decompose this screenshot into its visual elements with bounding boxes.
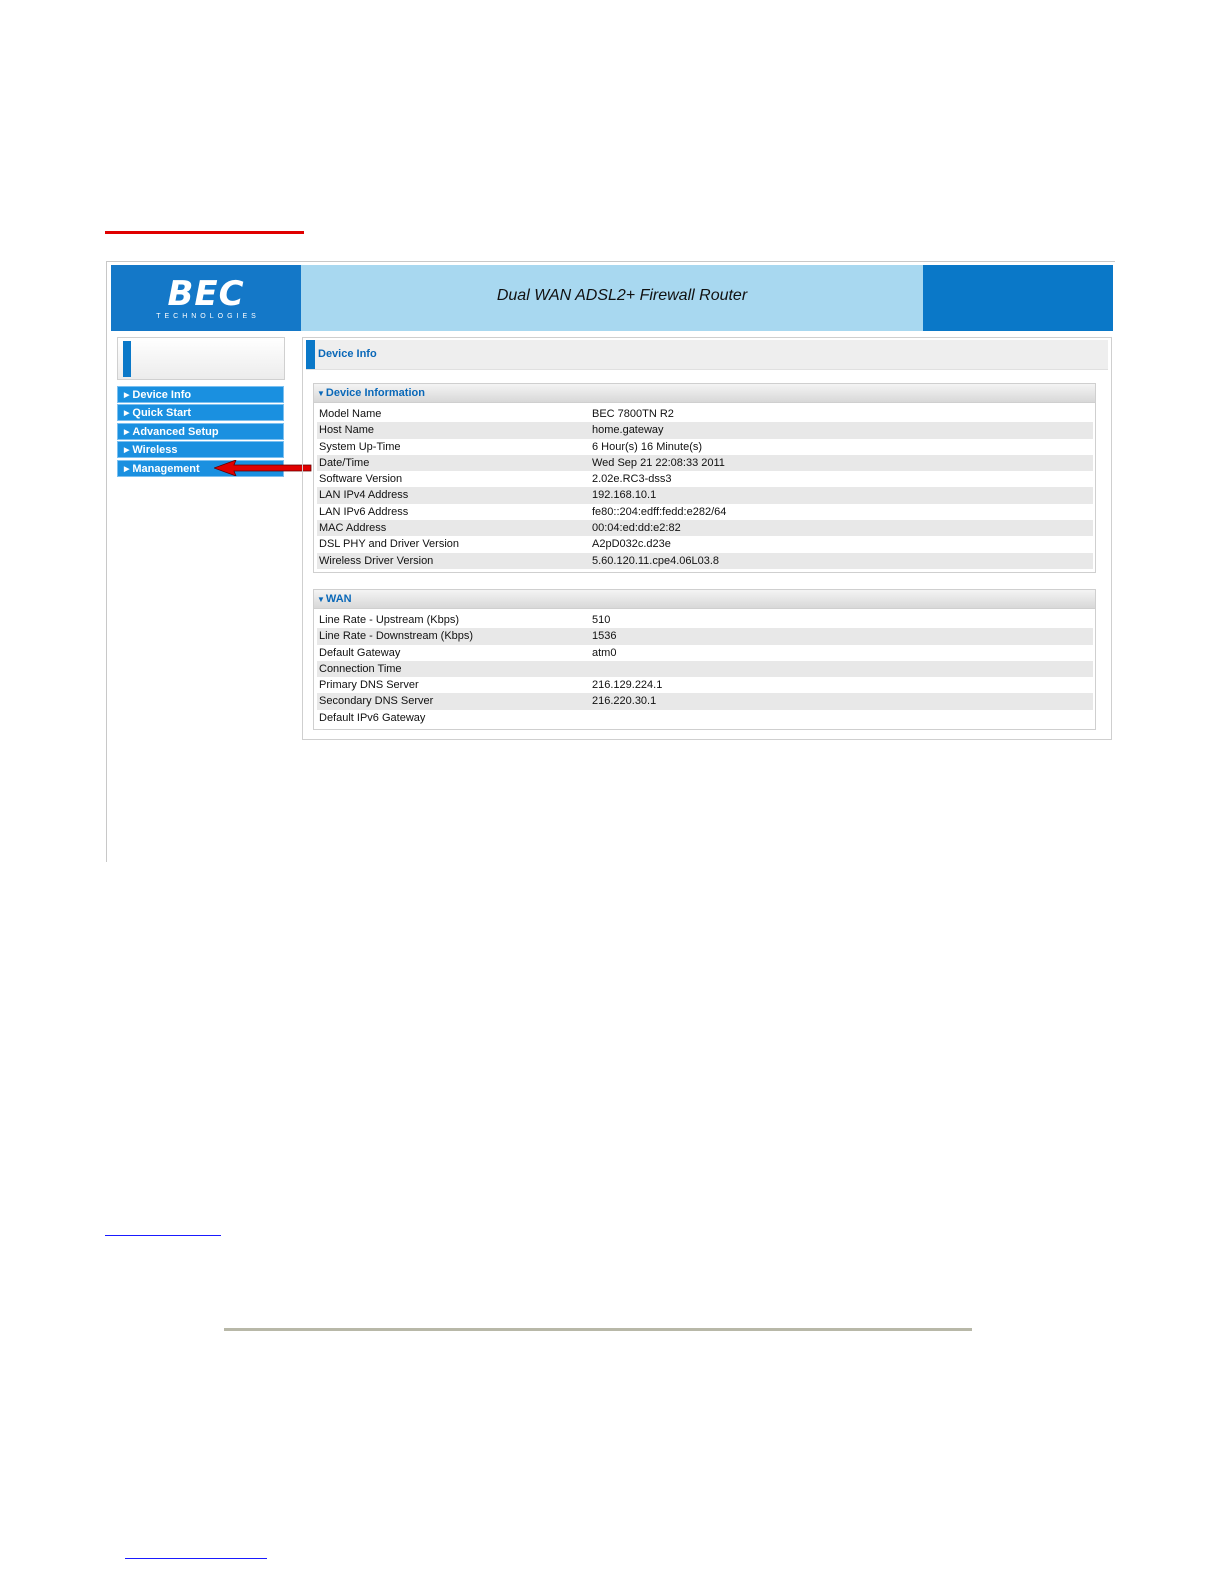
- row-value: 216.129.224.1: [592, 679, 663, 692]
- sidebar-item-device-info[interactable]: [117, 386, 284, 403]
- sidebar-item-quick-start[interactable]: [117, 404, 284, 421]
- panel-header[interactable]: [314, 384, 1095, 403]
- logo-text: BEC: [167, 274, 245, 314]
- table-row: [317, 628, 1093, 644]
- row-value: Wed Sep 21 22:08:33 2011: [592, 456, 725, 469]
- triangle-down-icon: ▼: [317, 595, 325, 604]
- row-value: 5.60.120.11.cpe4.06L03.8: [592, 554, 720, 567]
- red-arrow-icon: [214, 460, 312, 476]
- row-value: 6 Hour(s) 16 Minute(s): [592, 440, 703, 453]
- triangle-right-icon: ▶: [124, 447, 130, 455]
- row-value: A2pD032c.d23e: [592, 538, 671, 551]
- logo-subtext: TECHNOLOGIES: [156, 313, 260, 320]
- row-label: DSL PHY and Driver Version: [319, 538, 460, 551]
- row-value: 1536: [592, 630, 617, 643]
- row-label: Model Name: [319, 408, 382, 420]
- row-label: Connection Time: [319, 662, 402, 675]
- triangle-right-icon: ▶: [124, 392, 130, 399]
- triangle-right-icon: ▶: [124, 465, 130, 473]
- table-row: [317, 471, 1093, 487]
- row-value: 00:04:ed:dd:e2:82: [592, 522, 681, 535]
- row-value: 2.02e.RC3-dss3: [592, 473, 672, 486]
- row-label: LAN IPv4 Address: [319, 489, 409, 502]
- breadcrumb: [306, 340, 1108, 370]
- row-label: Line Rate - Upstream (Kbps): [319, 614, 459, 626]
- sidebar-item-label: Device Info: [132, 389, 192, 401]
- panel-title: Device Information: [325, 387, 425, 399]
- breadcrumb-accent-bar: [306, 340, 315, 369]
- sidebar-item-label: Advanced Setup: [132, 425, 219, 438]
- row-label: Host Name: [319, 424, 375, 437]
- sidebar-item-label: Management: [132, 462, 200, 475]
- table-row: [317, 504, 1093, 520]
- sidebar-item-wireless[interactable]: [117, 441, 284, 458]
- row-label: System Up-Time: [319, 440, 401, 453]
- device-information-panel: [313, 383, 1096, 573]
- table-row: [317, 406, 1093, 422]
- row-label: LAN IPv6 Address: [319, 505, 409, 518]
- table-row: [317, 677, 1093, 693]
- info-table: [314, 403, 1095, 569]
- panel-header[interactable]: [314, 590, 1095, 609]
- row-value: fe80::204:edff:fedd:e282/64: [592, 505, 727, 518]
- info-table: [314, 609, 1095, 726]
- row-value: 510: [592, 614, 611, 626]
- triangle-right-icon: ▶: [124, 410, 130, 418]
- table-row: [317, 536, 1093, 552]
- table-row: [317, 487, 1093, 503]
- table-row: [317, 710, 1093, 726]
- row-label: Default Gateway: [319, 646, 401, 659]
- sidebar-top-box: [117, 337, 285, 380]
- sidebar-item-advanced-setup[interactable]: [117, 423, 284, 440]
- red-underline-rule: [105, 231, 304, 234]
- table-row: [317, 645, 1093, 661]
- header-right-area: [923, 265, 1113, 331]
- triangle-down-icon: ▼: [317, 389, 325, 398]
- table-row: [317, 520, 1093, 536]
- row-value: BEC 7800TN R2: [592, 408, 674, 420]
- row-value: atm0: [592, 646, 617, 659]
- triangle-right-icon: ▶: [124, 428, 130, 436]
- row-label: Software Version: [319, 473, 403, 486]
- row-label: Wireless Driver Version: [319, 554, 434, 567]
- row-value: home.gateway: [592, 424, 664, 437]
- table-row: [317, 422, 1093, 438]
- panel-title: WAN: [325, 593, 352, 605]
- row-label: Line Rate - Downstream (Kbps): [319, 630, 474, 643]
- row-label: Default IPv6 Gateway: [319, 711, 426, 724]
- table-row: [317, 553, 1093, 569]
- row-label: Date/Time: [319, 456, 370, 469]
- wan-panel: [313, 589, 1096, 730]
- link-underline: [105, 1235, 221, 1236]
- row-label: Primary DNS Server: [319, 679, 419, 692]
- row-value: 192.168.10.1: [592, 489, 657, 502]
- table-row: [317, 661, 1093, 677]
- table-row: [317, 455, 1093, 471]
- sidebar-accent-bar: [123, 341, 131, 377]
- sidebar-item-label: Wireless: [132, 444, 178, 457]
- sidebar-item-label: Quick Start: [132, 407, 192, 420]
- row-value: 216.220.30.1: [592, 695, 657, 708]
- router-title: Dual WAN ADSL2+ Firewall Router: [496, 287, 748, 304]
- row-label: Secondary DNS Server: [319, 695, 434, 708]
- row-label: MAC Address: [319, 522, 387, 535]
- row-value: [592, 710, 1093, 726]
- horizontal-divider: [224, 1328, 972, 1331]
- link-underline: [125, 1558, 267, 1559]
- table-row: [317, 693, 1093, 709]
- bec-logo: [150, 276, 262, 324]
- table-row: [317, 439, 1093, 455]
- page-title: Device Info: [318, 348, 377, 360]
- row-value: [592, 661, 1093, 677]
- table-row: [317, 612, 1093, 628]
